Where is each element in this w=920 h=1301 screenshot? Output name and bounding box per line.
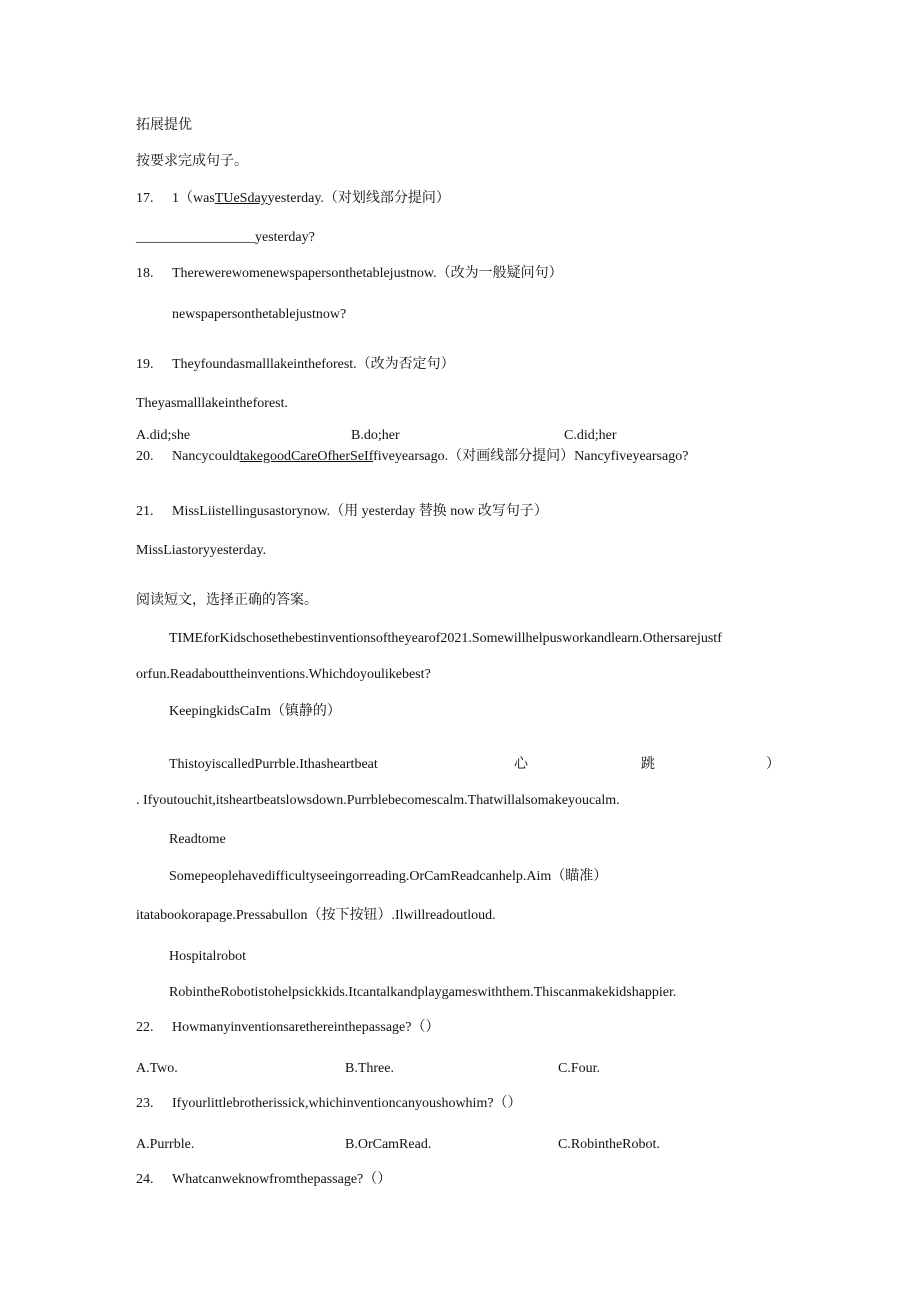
- question-text: Howmanyinventionsarethereinthepassage?（）: [172, 1020, 440, 1035]
- question-number: 23.: [136, 1096, 154, 1111]
- passage-p1-char-beat: 跳: [641, 757, 655, 772]
- option-b: B.Three.: [345, 1061, 394, 1076]
- passage-p1-line-1: ThistoyiscalledPurrble.Ithasheartbeat: [169, 757, 378, 772]
- passage-intro-line-2: orfun.Readabouttheinventions.Whichdoyoulikebest?: [136, 667, 431, 682]
- underlined-part: takegoodCareOfherSeIf: [239, 449, 374, 464]
- question-18: [136, 265, 563, 283]
- passage-intro-line-1: TIMEforKidschosethebestinventionsoftheyearof2021.Somewillhelpusworkandlearn.Othersarejustf: [169, 631, 722, 646]
- question-text: Theyfoundasmalllakeintheforest.（改为否定句）: [172, 357, 455, 372]
- question-number: 24.: [136, 1172, 154, 1187]
- question-number: 21.: [136, 504, 154, 519]
- answer-line-19: Theyasmalllakeintheforest.: [136, 396, 288, 411]
- question-22: [136, 1019, 439, 1037]
- section-title: 拓展提优: [136, 118, 192, 133]
- question-number: 22.: [136, 1020, 154, 1035]
- option-a: A.Two.: [136, 1061, 178, 1076]
- question-text: Whatcanweknowfromthepassage?（）: [172, 1172, 392, 1187]
- question-23: [136, 1095, 522, 1113]
- instruction-complete-sentences: 按要求完成句子。: [136, 154, 248, 169]
- option-c: C.did;her: [564, 428, 617, 443]
- option-c: C.Four.: [558, 1061, 601, 1076]
- passage-p2-line-2: itatabookorapage.Pressabullon（按下按钮）.Ilwillreadoutloud.: [136, 908, 496, 923]
- question-21: [136, 503, 548, 521]
- passage-p1-paren: ）: [766, 757, 780, 772]
- question-24: [136, 1171, 391, 1189]
- question-text-pre: Nancycould: [172, 449, 240, 464]
- answer-line-18: newspapersonthetablejustnow?: [172, 307, 347, 322]
- instruction-reading: 阅读短文，选择正确的答案。: [136, 593, 318, 608]
- passage-heading-3: Hospitalrobot: [169, 949, 246, 964]
- passage-p1-char-heart: 心: [514, 757, 528, 772]
- passage-heading-1: KeepingkidsCaIm（镇静的）: [169, 704, 341, 719]
- option-c: C.RobintheRobot.: [558, 1137, 660, 1152]
- answer-line-21: MissLiastoryyesterday.: [136, 543, 267, 558]
- option-a: A.Purrble.: [136, 1137, 195, 1152]
- question-text: Therewerewomenewspapersonthetablejustnow.（改为一般疑问句）: [172, 266, 563, 281]
- question-text-post: fiveyearsago.（对画线部分提问）Nancyfiveyearsago?: [373, 449, 689, 464]
- question-text-pre: 1（was: [172, 191, 215, 206]
- option-b: B.OrCamRead.: [345, 1137, 432, 1152]
- passage-heading-2: Readtome: [169, 832, 226, 847]
- question-text-post: yesterday.（对划线部分提问）: [267, 191, 450, 206]
- answer-line-17: [136, 229, 315, 247]
- passage-p2-line-1: Somepeoplehavedifficultyseeingorreading.OrCamReadcanhelp.Aim（瞄准）: [169, 869, 608, 884]
- passage-p3: RobintheRobotistohelpsickkids.Itcantalkandplaygameswiththem.Thiscanmakekidshappier.: [169, 985, 677, 1000]
- question-number: 17.: [136, 191, 154, 206]
- question-20: [136, 448, 688, 466]
- answer-blank: _________________: [136, 230, 255, 245]
- option-b: B.do;her: [351, 428, 400, 443]
- question-19: [136, 356, 455, 374]
- option-a: A.did;she: [136, 428, 191, 443]
- passage-p1-line-2: . Ifyoutouchit,itsheartbeatslowsdown.Purrblebecomescalm.Thatwillalsomakeyoucalm.: [136, 793, 620, 808]
- question-17: [136, 190, 450, 208]
- question-number: 20.: [136, 449, 154, 464]
- question-number: 19.: [136, 357, 154, 372]
- answer-tail: yesterday?: [255, 230, 315, 245]
- question-text: Ifyourlittlebrotherissick,whichinventioncanyoushowhim?（）: [172, 1096, 522, 1111]
- question-text: MissLiistellingusastorynow.（用 yesterday 替换 now 改写句子）: [172, 504, 548, 519]
- underlined-part: TUeSday: [214, 191, 268, 206]
- question-number: 18.: [136, 266, 154, 281]
